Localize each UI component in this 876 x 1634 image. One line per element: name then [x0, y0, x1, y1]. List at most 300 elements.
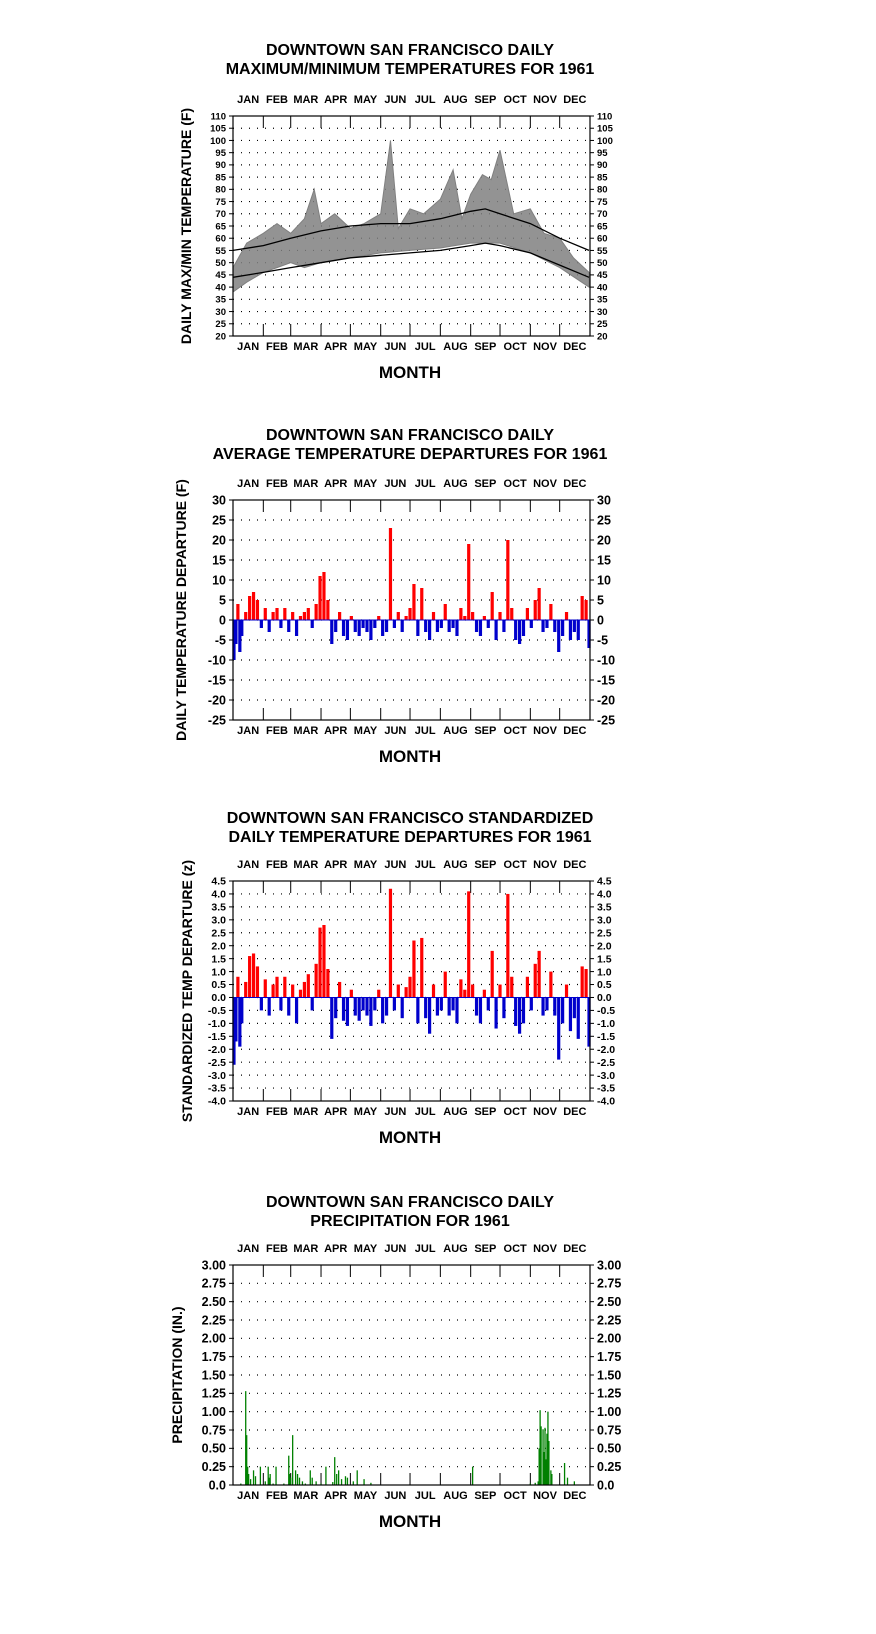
x-tick-label-bottom: JUL [414, 725, 436, 737]
departure-bar-above [252, 953, 255, 997]
departure-bar-below [358, 620, 361, 636]
x-tick-label-bottom: SEP [474, 341, 497, 353]
y-tick-label-right: 30 [597, 306, 608, 318]
departure-bar-above [291, 612, 294, 620]
x-tick-label-top: SEP [474, 1243, 497, 1255]
departure-bar-below [268, 997, 271, 1015]
y-tick-label-left: 40 [215, 282, 226, 294]
x-tick-label-bottom: JUN [384, 341, 407, 353]
y-tick-label-left: 80 [215, 184, 226, 196]
y-tick-label-right: 5 [597, 593, 604, 608]
precip-bar [255, 1476, 256, 1485]
departure-bar-below [428, 620, 431, 640]
x-tick-label-top: SEP [474, 478, 497, 490]
departure-bar-below [287, 997, 290, 1015]
departure-bar-below [553, 620, 556, 632]
departure-bar-above [467, 544, 470, 620]
precip-bar [347, 1478, 348, 1485]
y-tick-label-right: 1.5 [597, 953, 612, 966]
departure-bar-below [545, 997, 548, 1010]
y-tick-label-left: 25 [212, 513, 226, 528]
departure-bar-above [510, 608, 513, 620]
chart-title-line: DOWNTOWN SAN FRANCISCO DAILY [266, 1194, 554, 1211]
chart-standardized [179, 810, 615, 1147]
y-tick-label-right: 1.75 [597, 1350, 622, 1365]
departure-bar-above [506, 540, 509, 620]
departure-bar-above [256, 966, 259, 997]
departure-bar-below [334, 620, 337, 632]
departure-bar-below [358, 997, 361, 1020]
x-tick-label-top: JUN [384, 478, 407, 490]
y-tick-label-right: 2.0 [597, 940, 612, 953]
y-tick-label-right: -10 [597, 653, 616, 668]
departure-bar-above [350, 990, 353, 998]
y-tick-label-right: 2.00 [597, 1331, 622, 1346]
departure-bar-below [330, 997, 333, 1038]
x-tick-label-top: FEB [266, 1243, 289, 1255]
departure-bar-below [311, 620, 314, 628]
departure-bar-above [377, 990, 380, 998]
departure-bar-above [275, 977, 278, 998]
chart-title-line: PRECIPITATION FOR 1961 [310, 1213, 510, 1230]
x-tick-label-bottom: AUG [443, 1106, 468, 1118]
y-tick-label-left: 1.50 [201, 1368, 226, 1383]
precip-bar [250, 1479, 251, 1485]
departure-bar-below [440, 997, 443, 1010]
x-tick-label-bottom: DEC [563, 1106, 587, 1118]
x-tick-label-bottom: APR [324, 341, 348, 353]
y-tick-label-right: 25 [597, 513, 611, 528]
departure-bar-below [440, 620, 443, 628]
departure-bar-above [299, 990, 302, 998]
departure-bar-above [389, 889, 392, 998]
x-tick-label-top: JAN [237, 478, 260, 490]
y-tick-label-left: 65 [215, 221, 226, 233]
departure-bar-above [326, 969, 329, 997]
departure-bar-below [495, 620, 498, 640]
departure-bar-above [272, 612, 275, 620]
x-tick-label-bottom: AUG [443, 341, 468, 353]
y-tick-label-left: 0.50 [201, 1441, 226, 1456]
departure-bar-above [491, 592, 494, 620]
departure-bar-below [416, 620, 419, 636]
precip-bar [290, 1478, 291, 1485]
x-tick-label-top: AUG [443, 859, 468, 871]
departure-bar-above [581, 966, 584, 997]
y-tick-label-left: 30 [212, 493, 226, 508]
departure-bar-below [561, 997, 564, 1023]
departure-bar-below [573, 997, 576, 1018]
x-axis-label: MONTH [378, 363, 442, 382]
departure-bar-above [549, 972, 552, 998]
departure-bar-below [369, 997, 372, 1025]
precip-bar [270, 1474, 271, 1485]
departure-bar-above [463, 616, 466, 620]
departure-bar-below [530, 620, 533, 628]
y-tick-label-left: -15 [207, 673, 226, 688]
departure-bar-above [307, 974, 310, 997]
departure-bar-below [487, 997, 490, 1010]
departure-bar-above [412, 941, 415, 998]
x-tick-label-bottom: DEC [563, 725, 587, 737]
departure-bar-below [522, 620, 525, 636]
departure-bar-above [264, 979, 267, 997]
y-tick-label-right: -20 [597, 693, 616, 708]
x-tick-label-bottom: JUL [414, 341, 436, 353]
x-tick-label-bottom: NOV [533, 725, 557, 737]
precip-bar [341, 1479, 342, 1485]
x-tick-label-top: FEB [266, 478, 289, 490]
x-axis-label: MONTH [378, 747, 442, 766]
departure-bar-above [283, 977, 286, 998]
y-tick-label-left: 110 [210, 111, 226, 123]
departure-bar-below [479, 997, 482, 1023]
departure-bar-above [510, 977, 513, 998]
departure-bar-below [557, 620, 560, 652]
x-tick-label-bottom: FEB [266, 725, 289, 737]
x-tick-label-top: FEB [266, 94, 289, 106]
departure-bar-below [334, 997, 337, 1018]
x-tick-label-top: MAY [353, 94, 378, 106]
x-tick-label-bottom: NOV [533, 1106, 557, 1118]
y-tick-label-right: 0.0 [597, 1478, 615, 1493]
departure-bar-above [534, 600, 537, 620]
y-tick-label-left: 5 [219, 593, 226, 608]
x-tick-label-bottom: APR [324, 1490, 348, 1502]
departure-bar-below [479, 620, 482, 636]
x-tick-label-bottom: MAR [293, 1106, 319, 1118]
chart-departures [173, 427, 615, 766]
departure-bar-below [451, 620, 454, 628]
departure-bar-below [401, 620, 404, 632]
y-tick-label-left: 55 [215, 245, 226, 257]
departure-bar-above [236, 604, 239, 620]
y-tick-label-right: 35 [597, 294, 608, 306]
y-tick-label-left: 20 [215, 331, 226, 343]
departure-bar-below [514, 620, 517, 640]
y-tick-label-left: -1.0 [207, 1018, 226, 1031]
y-tick-label-right: -3.0 [597, 1069, 616, 1082]
departure-bar-below [424, 997, 427, 1018]
x-tick-label-top: DEC [563, 1243, 587, 1255]
y-tick-label-left: 100 [210, 135, 226, 147]
y-tick-label-left: 20 [212, 533, 226, 548]
departure-bar-below [428, 997, 431, 1033]
x-tick-label-top: AUG [443, 94, 468, 106]
precip-bar [299, 1478, 300, 1485]
departure-bar-below [385, 997, 388, 1015]
y-tick-label-left: -3.0 [207, 1069, 226, 1082]
departure-bar-below [451, 997, 454, 1010]
chart-title-line: DOWNTOWN SAN FRANCISCO DAILY [266, 427, 554, 444]
departure-bar-below [401, 997, 404, 1018]
y-tick-label-right: -2.5 [597, 1056, 616, 1069]
x-axis-label: MONTH [378, 1512, 442, 1531]
departure-bar-below [279, 997, 282, 1010]
departure-bar-below [354, 997, 357, 1015]
precip-bar [275, 1467, 276, 1485]
x-tick-label-bottom: JAN [237, 725, 260, 737]
departure-bar-above [463, 990, 466, 998]
departure-bar-below [541, 997, 544, 1015]
x-tick-label-top: OCT [503, 1243, 527, 1255]
departure-bar-above [412, 584, 415, 620]
x-tick-label-bottom: SEP [474, 1106, 497, 1118]
y-tick-label-left: 45 [215, 270, 226, 282]
departure-bar-below [561, 620, 564, 636]
departure-bar-above [432, 612, 435, 620]
departure-bar-above [299, 616, 302, 620]
x-tick-label-top: SEP [474, 859, 497, 871]
y-tick-label-left: -1.5 [207, 1030, 226, 1043]
y-tick-label-left: 0.5 [211, 979, 226, 992]
departure-bar-above [581, 596, 584, 620]
precip-bar [567, 1478, 568, 1485]
departure-bar-above [538, 951, 541, 998]
x-tick-label-top: DEC [563, 94, 587, 106]
precip-bar [325, 1467, 326, 1485]
departure-bar-below [518, 620, 521, 644]
y-tick-label-right: 30 [597, 493, 611, 508]
departure-bar-below [522, 997, 525, 1023]
y-tick-label-left: 30 [215, 306, 226, 318]
departure-bar-above [432, 985, 435, 998]
x-tick-label-bottom: MAY [353, 341, 378, 353]
y-tick-label-left: 2.75 [201, 1276, 226, 1291]
departure-bar-above [291, 985, 294, 998]
departure-bar-below [557, 997, 560, 1059]
departure-bar-above [534, 964, 537, 998]
y-tick-label-right: 70 [597, 209, 608, 221]
x-tick-label-top: OCT [503, 859, 527, 871]
y-axis-label: DAILY TEMPERATURE DEPARTURE (F) [173, 479, 189, 741]
x-tick-label-bottom: AUG [443, 1490, 468, 1502]
x-tick-label-top: MAR [293, 859, 319, 871]
departure-bar-above [244, 982, 247, 998]
departure-bar-above [397, 985, 400, 998]
y-tick-label-right: 3.00 [597, 1258, 622, 1273]
departure-bar-below [424, 620, 427, 632]
x-tick-label-top: JUN [384, 859, 407, 871]
y-tick-label-left: 4.5 [211, 875, 226, 888]
departure-bar-above [549, 604, 552, 620]
y-tick-label-left: -2.0 [207, 1043, 226, 1056]
departure-bar-above [283, 608, 286, 620]
y-tick-label-left: 3.0 [211, 914, 226, 927]
precip-bar [297, 1474, 298, 1485]
x-tick-label-bottom: MAR [293, 341, 319, 353]
y-axis-label: DAILY MAX/MIN TEMPERATURE (F) [178, 107, 194, 345]
y-tick-label-left: 1.75 [201, 1350, 226, 1365]
departure-bar-below [279, 620, 282, 628]
y-tick-label-right: 4.5 [597, 875, 612, 888]
departure-bar-below [448, 620, 451, 632]
y-tick-label-left: 0.75 [201, 1423, 226, 1438]
x-tick-label-bottom: NOV [533, 1490, 557, 1502]
y-tick-label-right: 4.0 [597, 888, 612, 901]
departure-bar-above [408, 977, 411, 998]
x-tick-label-bottom: JUL [414, 1106, 436, 1118]
departure-bar-below [530, 997, 533, 1010]
precip-bar [548, 1441, 549, 1485]
departure-bar-above [444, 604, 447, 620]
departure-bar-above [318, 576, 321, 620]
departure-bar-below [475, 620, 478, 632]
departure-bar-above [315, 604, 318, 620]
y-tick-label-right: 1.0 [597, 966, 612, 979]
x-tick-label-top: DEC [563, 478, 587, 490]
y-tick-label-right: 15 [597, 553, 611, 568]
y-axis-label: STANDARDIZED TEMP DEPARTURE (z) [179, 859, 195, 1123]
departure-bar-above [322, 925, 325, 997]
precip-bar [363, 1479, 364, 1485]
y-tick-label-right: 2.5 [597, 927, 612, 940]
precip-bar [564, 1463, 565, 1485]
departure-bar-above [307, 608, 310, 620]
chart-title-line: DOWNTOWN SAN FRANCISCO STANDARDIZED [226, 810, 594, 827]
x-tick-label-bottom: FEB [266, 1490, 289, 1502]
departure-bar-below [381, 620, 384, 636]
precip-bar [336, 1474, 337, 1485]
departure-bar-below [240, 620, 243, 636]
y-tick-label-left: 75 [215, 196, 226, 208]
x-tick-label-top: NOV [533, 1243, 557, 1255]
y-tick-label-right: 2.25 [597, 1313, 622, 1328]
departure-bar-below [569, 997, 572, 1031]
x-tick-label-top: DEC [563, 859, 587, 871]
departure-bar-above [565, 985, 568, 998]
chart-maxmin [178, 42, 614, 382]
x-tick-label-top: MAY [353, 478, 378, 490]
x-tick-label-bottom: FEB [266, 341, 289, 353]
departure-bar-above [315, 964, 318, 998]
departure-bar-below [311, 997, 314, 1010]
y-tick-label-right: 80 [597, 184, 608, 196]
x-tick-label-top: JUN [384, 94, 407, 106]
chart-title-line: DAILY TEMPERATURE DEPARTURES FOR 1961 [228, 829, 592, 846]
x-tick-label-bottom: JUN [384, 1490, 407, 1502]
x-tick-label-top: JUL [414, 478, 436, 490]
chart-title-line: DOWNTOWN SAN FRANCISCO DAILY [266, 42, 554, 59]
departure-bar-below [514, 997, 517, 1025]
departure-bar-above [467, 891, 470, 997]
y-tick-label-right: -1.0 [597, 1018, 616, 1031]
y-tick-label-left: 15 [212, 553, 226, 568]
departure-bar-above [405, 616, 408, 620]
y-tick-label-right: 20 [597, 533, 611, 548]
precip-bar [295, 1470, 296, 1485]
y-tick-label-right: 100 [597, 135, 613, 147]
y-tick-label-left: 25 [215, 319, 226, 331]
departure-bar-above [338, 982, 341, 998]
y-tick-label-left: 70 [215, 209, 226, 221]
x-tick-label-top: APR [324, 859, 348, 871]
x-tick-label-top: OCT [503, 478, 527, 490]
departure-bar-below [416, 997, 419, 1023]
departure-bar-below [268, 620, 271, 632]
precip-bar [292, 1435, 293, 1485]
departure-bar-above [275, 608, 278, 620]
x-tick-label-bottom: MAR [293, 1490, 319, 1502]
x-tick-label-top: APR [324, 1243, 348, 1255]
x-tick-label-top: NOV [533, 859, 557, 871]
departure-bar-below [330, 620, 333, 644]
departure-bar-below [373, 620, 376, 628]
departure-bar-below [361, 620, 364, 628]
departure-bar-below [373, 997, 376, 1010]
y-tick-label-right: 3.5 [597, 901, 612, 914]
x-tick-label-bottom: JUN [384, 1106, 407, 1118]
departure-bar-below [354, 620, 357, 632]
precip-bar [357, 1470, 358, 1485]
x-tick-label-bottom: JAN [237, 341, 260, 353]
departure-bar-above [444, 972, 447, 998]
departure-bar-above [471, 985, 474, 998]
y-tick-label-right: 50 [597, 257, 608, 269]
departure-bar-above [389, 528, 392, 620]
y-tick-label-left: -3.5 [207, 1082, 226, 1095]
departure-bar-below [577, 997, 580, 1038]
departure-bar-above [264, 608, 267, 620]
y-tick-label-right: 2.50 [597, 1295, 622, 1310]
y-tick-label-right: -2.0 [597, 1043, 616, 1056]
y-tick-label-right: -4.0 [597, 1095, 616, 1108]
x-tick-label-bottom: SEP [474, 1490, 497, 1502]
departure-bar-below [455, 997, 458, 1023]
departure-bar-below [365, 997, 368, 1015]
precip-bar [345, 1476, 346, 1485]
departure-bar-above [526, 608, 529, 620]
chart-precip [169, 1194, 621, 1531]
departure-bar-above [498, 985, 501, 998]
y-tick-label-left: 85 [215, 172, 226, 184]
departure-bar-above [538, 588, 541, 620]
y-tick-label-left: 0.0 [208, 1478, 226, 1493]
y-tick-label-left: 2.0 [211, 940, 226, 953]
y-tick-label-right: 0.25 [597, 1460, 622, 1475]
y-tick-label-right: -3.5 [597, 1082, 616, 1095]
y-tick-label-right: 105 [597, 123, 613, 135]
precip-bar [253, 1470, 254, 1485]
departure-bar-below [393, 620, 396, 628]
departure-bar-above [322, 572, 325, 620]
x-tick-label-bottom: DEC [563, 341, 587, 353]
y-tick-label-right: -1.5 [597, 1030, 616, 1043]
x-tick-label-bottom: NOV [533, 341, 557, 353]
x-tick-label-bottom: MAY [353, 725, 378, 737]
x-tick-label-top: NOV [533, 94, 557, 106]
departure-bar-above [483, 990, 486, 998]
y-tick-label-right: 55 [597, 245, 608, 257]
y-tick-label-left: 0.25 [201, 1460, 226, 1475]
x-tick-label-bottom: APR [324, 725, 348, 737]
x-tick-label-top: MAY [353, 1243, 378, 1255]
y-tick-label-left: 1.5 [211, 953, 226, 966]
y-tick-label-right: 60 [597, 233, 608, 245]
y-tick-label-left: 50 [215, 257, 226, 269]
x-tick-label-bottom: OCT [503, 1106, 527, 1118]
departure-bar-below [518, 997, 521, 1033]
plot-frame [233, 1265, 590, 1485]
y-tick-label-right: 85 [597, 172, 608, 184]
y-tick-label-left: 2.5 [211, 927, 226, 940]
departure-bar-below [369, 620, 372, 640]
y-tick-label-left: 0 [219, 613, 226, 628]
departure-bar-below [260, 997, 263, 1010]
departure-bar-below [502, 620, 505, 632]
y-tick-label-left: 1.25 [201, 1386, 226, 1401]
x-tick-label-top: MAY [353, 859, 378, 871]
